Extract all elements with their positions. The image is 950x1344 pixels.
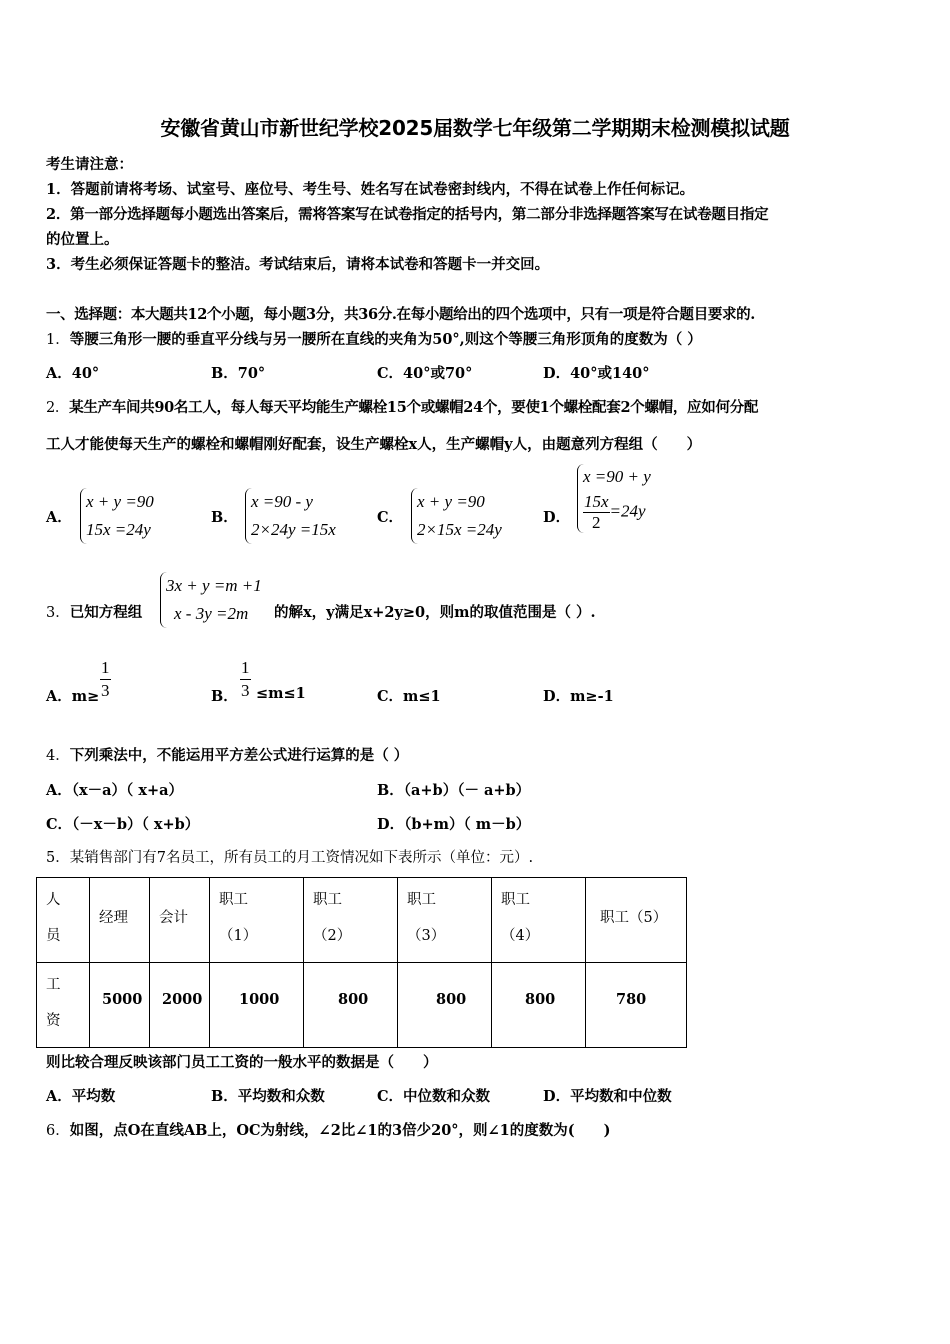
table-cell: 800 <box>398 963 492 1048</box>
equation: x =90 - y <box>251 492 313 511</box>
table-cell: 2000 <box>150 963 210 1048</box>
q2-option-d-system <box>577 464 651 533</box>
table-header-cell: 职工（5） <box>586 878 687 963</box>
table-header-cell: 人 员 <box>37 878 90 963</box>
q2-option-a-label: A． <box>46 509 72 526</box>
q2-option-b-system <box>245 488 336 544</box>
fraction-numerator: 1 <box>240 657 251 680</box>
table-header-cell: 职工 （3） <box>398 878 492 963</box>
notice-item-2: 2．第一部分选择题每小题选出答案后，需将答案写在试卷指定的括号内，第二部分非选择题答案写在试卷题目指定 <box>46 206 769 223</box>
q4-option-c: C．（－x－b）（ x+b） <box>46 816 200 833</box>
table-header-cell: 会计 <box>150 878 210 963</box>
question-stem: 已知方程组 <box>69 604 143 621</box>
equation: 2×15x =24y <box>417 520 502 539</box>
q3-option-b-fraction <box>240 657 251 702</box>
table-header-cell: 经理 <box>90 878 150 963</box>
table-header-cell: 职工 （1） <box>210 878 304 963</box>
question-4 <box>46 744 408 765</box>
table-row <box>37 878 687 963</box>
salary-table <box>36 877 687 1048</box>
table-header-cell: 职工 （2） <box>304 878 398 963</box>
question-number: 4． <box>46 748 70 764</box>
q2-option-b-label: B． <box>211 509 238 526</box>
question-2-cont: 工人才能使每天生产的螺栓和螺帽刚好配套，设生产螺栓x人，生产螺帽y人，由题意列方程组（ ） <box>46 436 702 453</box>
q5-option-d: D．平均数和中位数 <box>543 1088 672 1105</box>
q3-option-a-fraction <box>100 657 111 702</box>
q1-option-a: A．40° <box>46 365 100 382</box>
question-1 <box>46 328 702 349</box>
question-number: 3． <box>46 605 70 621</box>
question-3-stem-post: 的解x，y满足x+2y≥0，则m的取值范围是（ ）. <box>274 604 596 621</box>
question-number: 1． <box>46 332 70 348</box>
fraction-denominator: 2 <box>592 513 601 532</box>
fraction-numerator: 15x <box>584 492 609 511</box>
question-stem: 下列乘法中，不能运用平方差公式进行运算的是（ ） <box>69 747 409 764</box>
equation-rest: =24y <box>609 501 646 521</box>
question-stem: 等腰三角形一腰的垂直平分线与另一腰所在直线的夹角为50°,则这个等腰三角形顶角的度数为（ ） <box>69 331 702 348</box>
q1-option-b: B．70° <box>211 365 266 382</box>
question-number: 6． <box>46 1123 70 1139</box>
q3-option-c: C．m≤1 <box>377 688 441 705</box>
q2-option-c-system <box>411 488 502 544</box>
table-cell: 5000 <box>90 963 150 1048</box>
q1-option-c: C．40°或70° <box>377 365 473 382</box>
question-5 <box>46 846 533 867</box>
fraction-denominator: 3 <box>101 681 110 700</box>
q3-option-b-rest: ≤m≤1 <box>256 685 306 702</box>
q5-option-a: A．平均数 <box>46 1088 116 1105</box>
equation: x - 3y =2m <box>174 604 249 623</box>
table-cell: 800 <box>492 963 586 1048</box>
equation: 15x =24y <box>86 520 151 539</box>
equation: x =90 + y <box>583 467 651 486</box>
fraction-denominator: 3 <box>241 681 250 700</box>
q2-option-a-system <box>80 488 154 544</box>
question-5-cont: 则比较合理反映该部门员工工资的一般水平的数据是（ ） <box>46 1054 438 1071</box>
q5-option-c: C．中位数和众数 <box>377 1088 491 1105</box>
equation: x + y =90 <box>86 492 154 511</box>
question-6 <box>46 1119 611 1140</box>
page-title: 安徽省黄山市新世纪学校2025届数学七年级第二学期期末检测模拟试题 <box>160 116 790 140</box>
q3-equation-system <box>160 572 262 628</box>
table-cell: 800 <box>304 963 398 1048</box>
table-cell: 780 <box>586 963 687 1048</box>
q2-option-c-label: C． <box>377 509 404 526</box>
equation: 3x + y =m +1 <box>166 576 262 595</box>
notice-item-3: 3．考生必须保证答题卡的整洁。考试结束后，请将本试卷和答题卡一并交回。 <box>46 256 550 273</box>
table-cell: 1000 <box>210 963 304 1048</box>
question-number: 5． <box>46 850 70 866</box>
q4-option-a: A．（x－a）（ x+a） <box>46 782 184 799</box>
notice-item-1: 1．答题前请将考场、试室号、座位号、考生号、姓名写在试卷密封线内，不得在试卷上作任何标记。 <box>46 181 695 198</box>
question-2 <box>46 396 758 417</box>
question-stem: 某生产车间共90名工人，每人每天平均能生产螺栓15个或螺帽24个，要使1个螺栓配套2个螺帽，应如何分配 <box>69 399 759 416</box>
equation: 2×24y =15x <box>251 520 336 539</box>
q3-option-a-label: A．m≥ <box>46 688 100 705</box>
q5-option-b: B．平均数和众数 <box>211 1088 325 1105</box>
question-stem: 如图，点O在直线AB上，OC为射线，∠2比∠1的3倍少20°，则∠1的度数为( ) <box>69 1122 611 1139</box>
q3-option-b-label: B． <box>211 688 238 705</box>
q4-option-b: B．（a+b）（－ a+b） <box>377 782 531 799</box>
table-row-header-cell: 工 资 <box>37 963 90 1048</box>
equation: x + y =90 <box>417 492 485 511</box>
question-stem: 某销售部门有7名员工，所有员工的月工资情况如下表所示（单位：元）. <box>69 850 534 866</box>
section-heading: 一、选择题：本大题共12个小题，每小题3分，共36分.在每小题给出的四个选项中，只有一项是符合题目要求的. <box>46 306 755 323</box>
notice-item-2-cont: 的位置上。 <box>46 231 119 248</box>
q2-option-d-label: D． <box>543 509 571 526</box>
q4-option-d: D．（b+m）（ m－b） <box>377 816 531 833</box>
q3-option-d: D．m≥-1 <box>543 688 614 705</box>
question-3-stem-pre <box>46 601 142 622</box>
notice-heading: 考生请注意： <box>46 156 133 173</box>
table-row <box>37 963 687 1048</box>
equation <box>583 492 651 533</box>
table-header-cell: 职工 （4） <box>492 878 586 963</box>
q1-option-d: D．40°或140° <box>543 365 650 382</box>
question-number: 2． <box>46 400 70 416</box>
fraction-numerator: 1 <box>100 657 111 680</box>
